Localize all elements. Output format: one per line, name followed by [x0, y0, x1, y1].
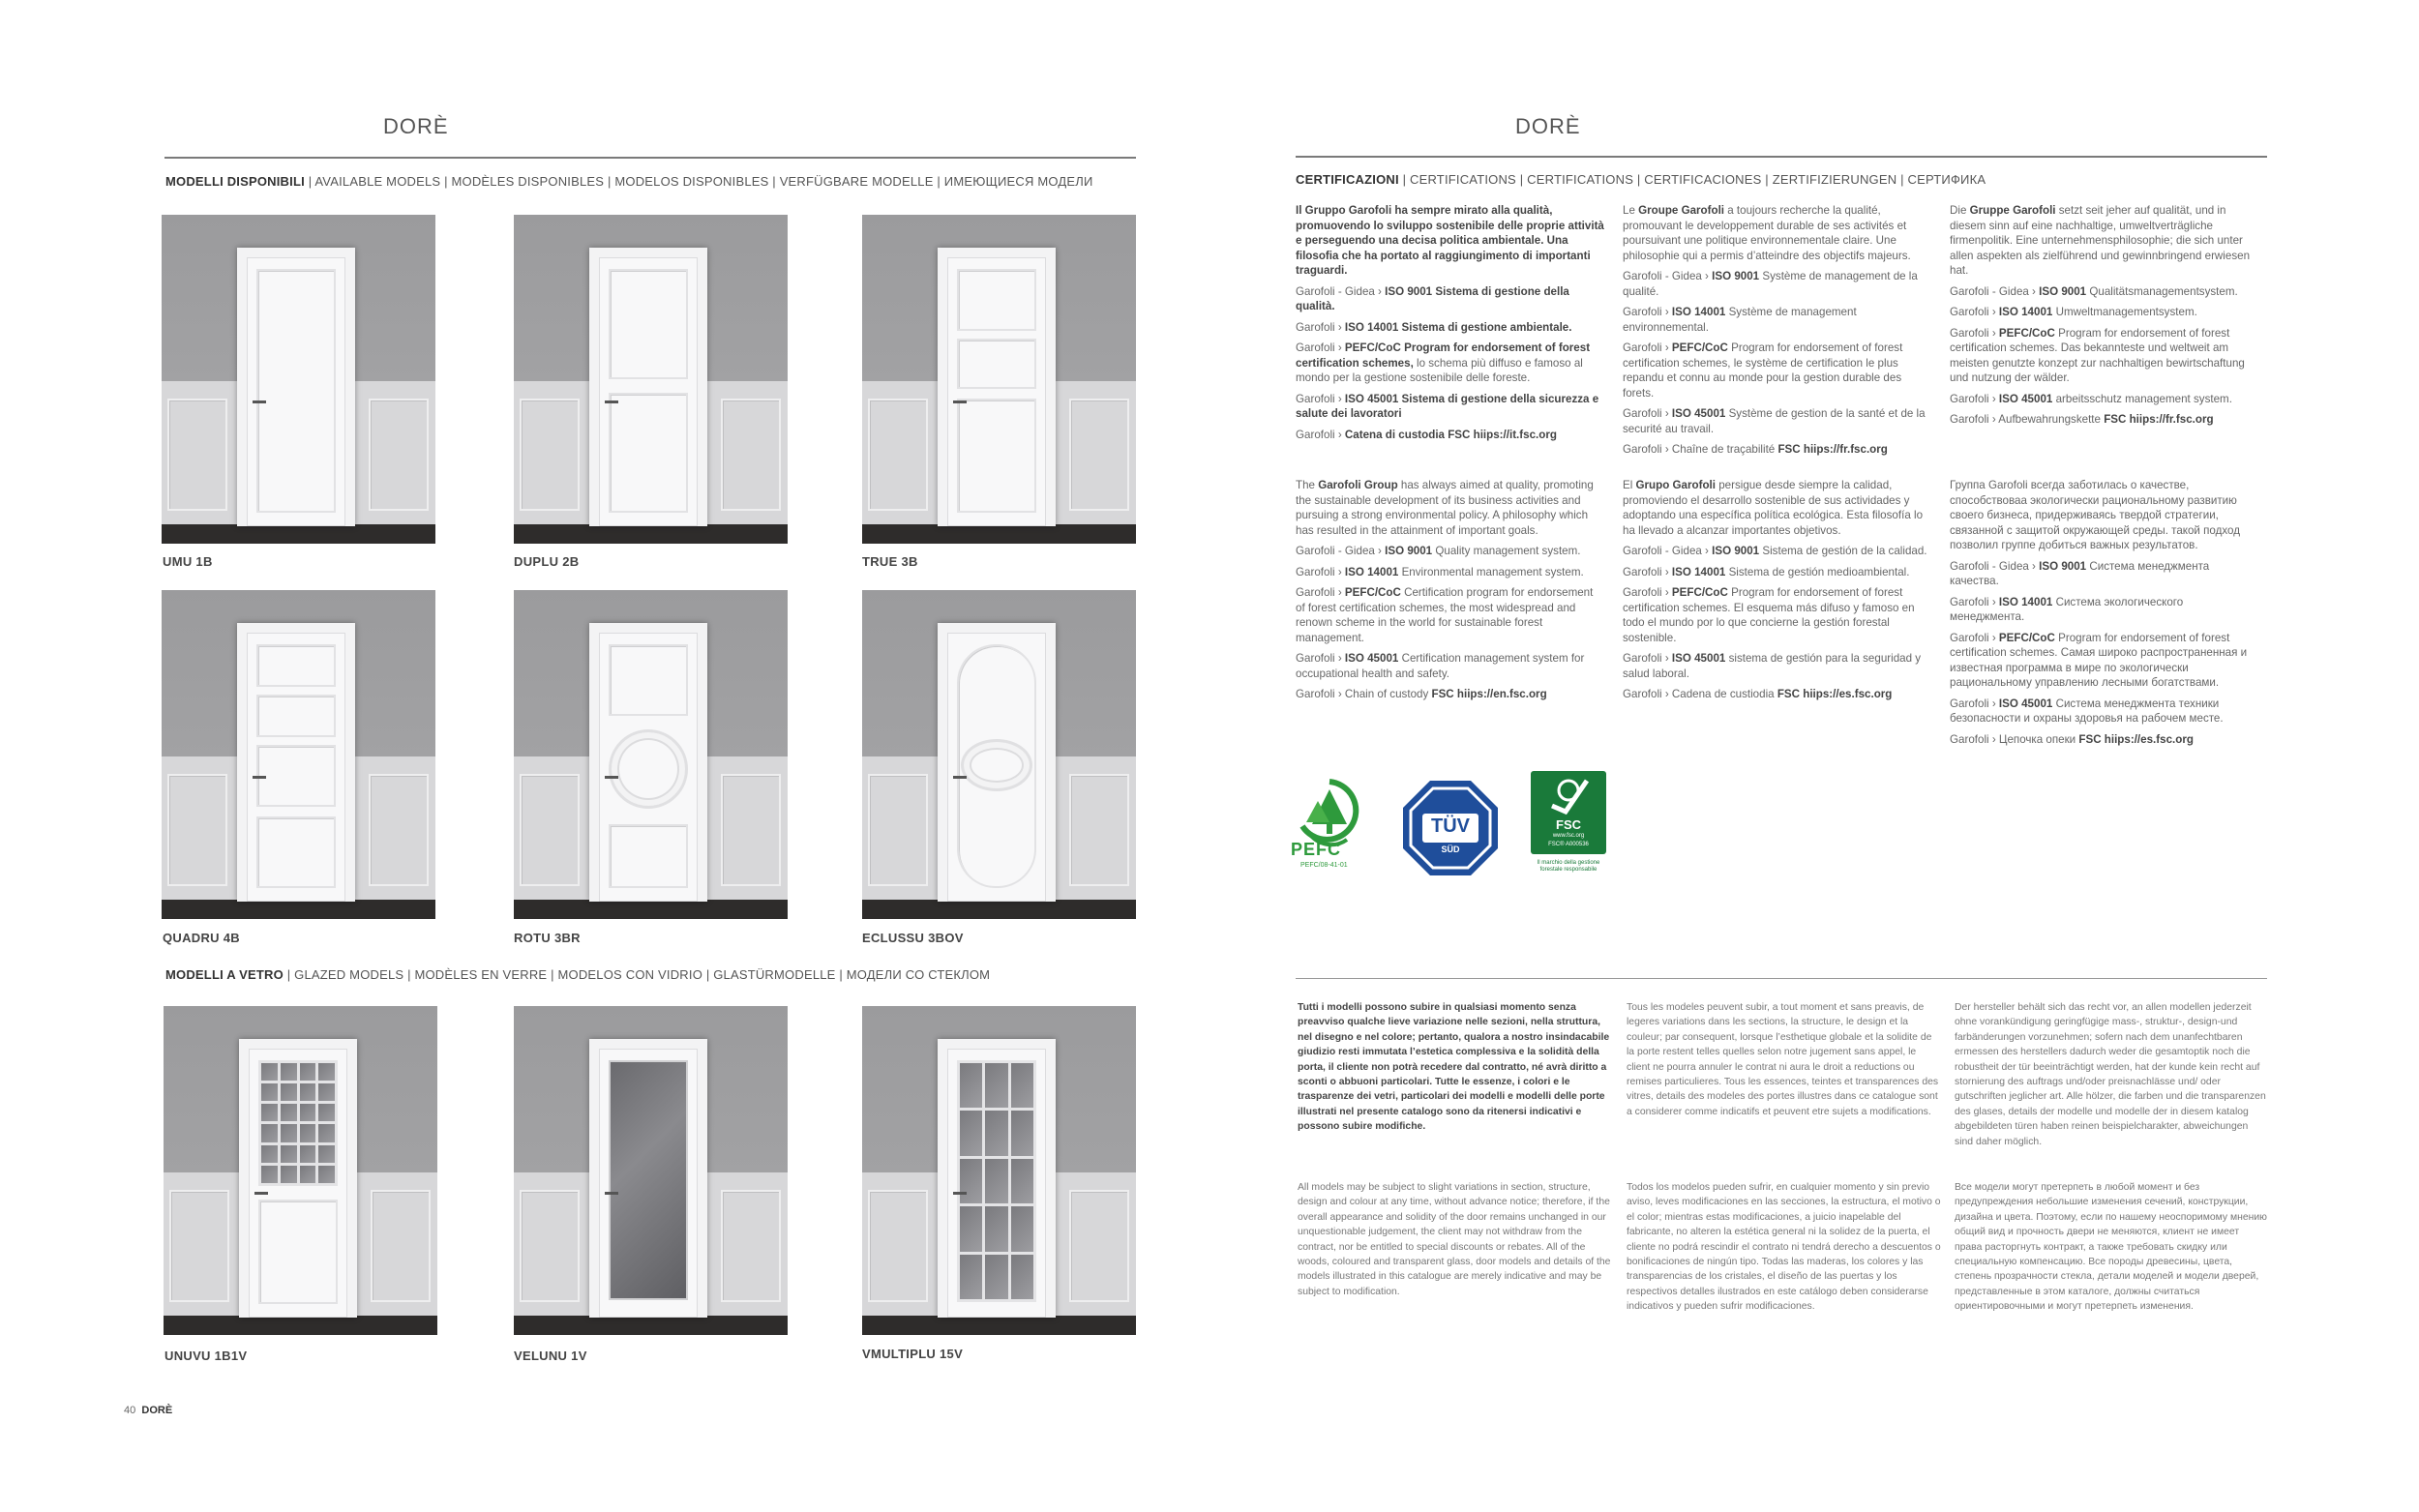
disclaimer-es: Todos los modelos pueden sufrir, en cualquier momento y sin previo aviso, leves modificaciones en las secciones, la estructura, el motivo o el color; mientras estas modificaciones, a juicio inapelable del fabricante, no alteren la estética general ni la solidez de la puerta, el cliente no podrá rescindir el contrato ni tendrá derecho a descuentos o bonificaciones de ningún tipo. Todas las maderas, los colores y las transparencias de los cristales, el diseño de las puertas y los respectivos detalles ilustrados en este catálogo deben considerarse indicativos y pueden sufrir modificaciones.	[1627, 1182, 1941, 1313]
disclaimer-en: All models may be subject to slight variations in section, structure, design and colour at any time, without advance notice; therefore, if the overall appearance and solidity of the door remains unchanged in our unquestionable judgement, the client may not withdraw from the contract, nor be entitled to special discounts or rebates. All of the woods, coloured and transparent glass, door models and details of the models illustrated in this catalogue are merely indicative and may be subject to modification.	[1298, 1182, 1611, 1297]
cert-de-intro-b: Gruppe Garofoli	[1969, 204, 2056, 217]
fsc-badge	[1531, 771, 1606, 854]
cert-column-en	[1296, 478, 1605, 708]
cert-it-line1-prefix: Garofoli - Gidea ›	[1296, 284, 1386, 298]
cert-de-intro-c: setzt seit jeher auf qualität, und in diesem sinn auf eine nachhaltige, umweltverträgliche firmenpolitik. Eine unternehmensphilosophie; die sich unter allen aspekten als zielführend und gewinnbringend erwiesen hat.	[1950, 204, 2251, 277]
door-photo-vmultiplu-15v	[862, 1006, 1136, 1335]
disclaimer-de: Der hersteller behält sich das recht vor, an allen modellen jederzeit ohne vorankündigung geringfügige mass-, struktur-, design-und farbänderungen vorzunehmen; sofern nach dem unanfechtbaren ermessen des herstellers dadurch weder die gesamtoptik noch die robustheit der tür beeinträchtigt werden, hat der kunde kein recht auf stornierung des auftrags und/oder preisnachlässe und/ oder gutschriften jeglicher art. Alle hölzer, die farben und die transparenzen des glases, details der modelle und modelle der in diesem katalog abgebildeten türen haben reinen beispielcharakter, abweichungen sind daher möglich.	[1955, 1002, 2266, 1147]
cert-en-intro-c: has always aimed at quality, promoting the sustainable development of its business activities and pursuing a strong environmental policy. A philosophy which has resulted in the attainment of important goals.	[1296, 479, 1594, 537]
fsc-url: www.fsc.org	[1552, 833, 1585, 839]
cert-fr-line4-prefix: Garofoli ›	[1623, 407, 1672, 420]
cert-ru-line3-bold: PEFC/CoC	[1998, 631, 2055, 644]
cert-es-line3-prefix: Garofoli ›	[1623, 586, 1672, 599]
cert-fr-intro-c: a toujours recherche la qualité, promouvant le developpement durable de ses activités et poursuivant une politique environnementale claire. Une philosophie qui a permis d’atteindre des objectifs majeurs.	[1623, 204, 1911, 262]
glazed-models-label-rest: | GLAZED MODELS | MODÈLES EN VERRE | MODELOS CON VIDRIO | GLASTÜRMODELLE | МОДЕЛИ СО СТЕКЛОМ	[283, 967, 991, 982]
cert-de-line5-prefix: Garofoli › Aufbewahrungskette	[1950, 413, 2105, 426]
door-name-5: ROTU 3BR	[514, 931, 581, 945]
cert-de-line2-rest: Umweltmanagementsystem.	[2052, 306, 2197, 318]
cert-fr-line2-prefix: Garofoli ›	[1623, 306, 1672, 318]
cert-fr-line1-bold: ISO 9001	[1712, 270, 1760, 282]
cert-es-intro-a: El	[1623, 479, 1636, 491]
cert-en-line3-rest: Certification program for endorsement of forest certification schemes, the most widespread and renown scheme in the world for sustainable forest management.	[1296, 586, 1594, 644]
cert-ru-line4-rest: Система менеджмента техники безопасности и охраны здоровья на рабочем месте.	[1950, 697, 2224, 725]
cert-en-intro-a: The	[1296, 479, 1319, 491]
cert-en-line2-prefix: Garofoli ›	[1296, 565, 1345, 578]
door-name-9: VMULTIPLU 15V	[862, 1347, 964, 1361]
door-photo-duplu-2b	[514, 215, 788, 544]
cert-fr-line5-bold: FSC hiips://fr.fsc.org	[1777, 443, 1888, 456]
pefc-label: PEFC	[1291, 840, 1342, 859]
cert-it-line4: ISO 45001 Sistema di gestione della sicurezza e salute dei lavoratori	[1296, 392, 1599, 420]
right-page-title: DORÈ	[1515, 114, 1581, 138]
door-name-7: UNUVU 1B1V	[164, 1349, 248, 1363]
fsc-code: FSC® A000536	[1548, 842, 1589, 847]
disclaimer-rule	[1296, 978, 2267, 979]
cert-en-line1-rest: Quality management system.	[1432, 545, 1581, 557]
disclaimer-it: Tutti i modelli possono subire in qualsiasi momento senza preavviso qualche lieve variazione nelle sezioni, nella struttura, nel disegno e nel colore; pertanto, qualora a nostro insindacabile giudizio resti immutata l’estetica complessiva e la solidità della porta, il cliente non potrà recedere dal contratto, né avrà diritto a sconti o abbuoni particolari. Tutte le essenze, i colori e le trasparenze dei vetri, particolari dei modelli e modelli delle porte illustrati nel presente catalogo sono da ritenersi indicativi e possono subire modifiche.	[1298, 1002, 1610, 1133]
glazed-models-label-bold: MODELLI A VETRO	[165, 967, 284, 982]
fsc-label: FSC	[1556, 817, 1581, 832]
cert-ru-line1-rest: Система менеджмента качества.	[1950, 559, 2210, 587]
cert-fr-line3-rest: Program for endorsement of forest certification schemes, le système de certification le plus repandu et connu au monde pour la gestion durable des forets.	[1623, 341, 1903, 400]
door-name-4: QUADRU 4B	[163, 931, 240, 945]
left-header-rule	[164, 157, 1136, 159]
door-photo-rotu-3br	[514, 590, 788, 919]
cert-ru-line4-bold: ISO 45001	[1998, 697, 2053, 710]
door-photo-true-3b	[862, 215, 1136, 544]
certifications-label-rest: | CERTIFICATIONS | CERTIFICATIONS | CERTIFICACIONES | ZERTIFIZIERUNGEN | СЕРТИФИКА	[1398, 172, 1986, 187]
page-footer	[124, 1405, 172, 1416]
cert-en-line1-prefix: Garofoli - Gidea ›	[1296, 545, 1386, 557]
cert-es-line4-rest: sistema de gestión para la seguridad y salud laboral.	[1623, 652, 1922, 680]
cert-it-line2-prefix: Garofoli ›	[1296, 320, 1345, 334]
footer-label: DORÈ	[141, 1405, 173, 1416]
cert-ru-line1-prefix: Garofoli - Gidea ›	[1950, 559, 2040, 573]
cert-column-fr	[1623, 203, 1932, 463]
fsc-caption: Il marchio della gestione forestale responsabile	[1537, 860, 1600, 873]
cert-de-line1-prefix: Garofoli - Gidea ›	[1950, 284, 2040, 298]
cert-it-line2: ISO 14001 Sistema di gestione ambientale.	[1344, 320, 1572, 334]
cert-fr-line3-prefix: Garofoli ›	[1623, 341, 1672, 354]
pefc-logo	[1291, 776, 1368, 873]
tuv-label: TÜV	[1431, 815, 1470, 837]
cert-ru-line5-prefix: Garofoli › Цепочка опеки	[1950, 732, 2079, 746]
door-name-8: VELUNU 1V	[514, 1349, 587, 1363]
cert-en-line5-prefix: Garofoli › Chain of custody	[1296, 688, 1432, 700]
cert-en-intro-b: Garofoli Group	[1318, 479, 1398, 491]
certifications-label	[1296, 172, 1986, 187]
cert-it-line3-prefix: Garofoli ›	[1296, 341, 1345, 354]
cert-de-line2-bold: ISO 14001	[1998, 306, 2053, 318]
cert-ru-line1-bold: ISO 9001	[2039, 559, 2087, 573]
door-photo-quadru-4b	[162, 590, 435, 919]
cert-en-line3-prefix: Garofoli ›	[1296, 586, 1345, 599]
cert-fr-line3-bold: PEFC/CoC	[1671, 341, 1728, 354]
door-name-1: UMU 1B	[163, 554, 213, 569]
tuv-sub-label: SÜD	[1441, 845, 1460, 854]
cert-ru-intro: Группа Garofoli всегда заботилась о качестве, способствоваа экологически рациональному развитию своего бизнеса, придерживаясь твердой стратегии, связанной с защитой окружающей среды. такой подход позволил группе добиться важных результатов.	[1950, 479, 2240, 551]
cert-it-line5-prefix: Garofoli ›	[1296, 428, 1345, 441]
cert-de-line1-bold: ISO 9001	[2039, 284, 2087, 298]
cert-de-line2-prefix: Garofoli ›	[1950, 306, 1999, 318]
cert-fr-intro-b: Groupe Garofoli	[1638, 204, 1725, 217]
right-header-rule	[1296, 156, 2267, 158]
cert-fr-line1-rest: Système de management de la qualité.	[1623, 270, 1918, 298]
left-page-title: DORÈ	[383, 114, 449, 138]
cert-it-line5: Catena di custodia FSC hiips://it.fsc.org	[1344, 428, 1557, 441]
cert-fr-line5-prefix: Garofoli › Chaîne de traçabilité	[1623, 443, 1778, 456]
cert-fr-line2-bold: ISO 14001	[1671, 306, 1726, 318]
cert-es-line2-bold: ISO 14001	[1671, 565, 1726, 578]
door-photo-eclussu-3bov	[862, 590, 1136, 919]
cert-de-line5-bold: FSC hiips://fr.fsc.org	[2104, 413, 2214, 426]
door-name-6: ECLUSSU 3BOV	[862, 931, 964, 945]
tuv-sud-logo	[1401, 779, 1500, 877]
cert-es-line4-bold: ISO 45001	[1671, 652, 1726, 665]
cert-en-line4-bold: ISO 45001	[1344, 652, 1399, 665]
fsc-logo	[1531, 771, 1606, 887]
cert-de-line1-rest: Qualitätsmanagementsystem.	[2086, 284, 2238, 298]
cert-ru-line5-bold: FSC hiips://es.fsc.org	[2078, 732, 2194, 746]
cert-ru-line4-prefix: Garofoli ›	[1950, 697, 1999, 710]
cert-de-line3-prefix: Garofoli ›	[1950, 326, 1999, 340]
door-photo-unuvu-1b1v	[164, 1006, 437, 1335]
cert-es-line5-prefix: Garofoli › Cadena de custiodia	[1623, 688, 1777, 700]
cert-es-intro-b: Grupo Garofoli	[1635, 479, 1716, 491]
available-models-label-bold: MODELLI DISPONIBILI	[165, 174, 305, 189]
cert-de-line4-prefix: Garofoli ›	[1950, 392, 1999, 405]
door-name-2: DUPLU 2B	[514, 554, 580, 569]
cert-column-it	[1296, 203, 1605, 448]
cert-de-intro-a: Die	[1950, 204, 1970, 217]
cert-ru-line3-rest: Program for endorsement of forest certification schemes. Самая широко распространенная и известная программа в мире по экологически рациональному управлению лесными богатствами.	[1950, 631, 2248, 689]
available-models-label-rest: | AVAILABLE MODELS | MODÈLES DISPONIBLES | MODELOS DISPONIBLES | VERFÜGBARE MODELLE | ИМЕЮЩИЕСЯ МОДЕЛИ	[304, 174, 1093, 189]
cert-fr-line2-rest: Système de management environnemental.	[1623, 306, 1857, 334]
cert-es-line1-prefix: Garofoli - Gidea ›	[1623, 545, 1713, 557]
cert-ru-line2-rest: Система экологического менеджмента.	[1950, 595, 2184, 623]
cert-de-line3-bold: PEFC/CoC	[1998, 326, 2055, 340]
certifications-label-bold: CERTIFICAZIONI	[1296, 172, 1399, 187]
cert-it-line3: PEFC/CoC Program for endorsement of forest certification schemes,	[1296, 341, 1591, 370]
page-number: 40	[124, 1405, 136, 1416]
door-name-3: TRUE 3B	[862, 554, 918, 569]
cert-column-es	[1623, 478, 1932, 708]
cert-fr-line4-bold: ISO 45001	[1671, 407, 1726, 420]
cert-es-line2-rest: Sistema de gestión medioambiental.	[1725, 565, 1910, 578]
cert-en-line1-bold: ISO 9001	[1385, 545, 1433, 557]
cert-es-line2-prefix: Garofoli ›	[1623, 565, 1672, 578]
available-models-label	[165, 174, 1093, 189]
cert-it-line3-rest: lo schema più diffuso e famoso al mondo per la gestione sostenibile delle foreste.	[1296, 356, 1583, 384]
cert-en-line2-rest: Environmental management system.	[1398, 565, 1584, 578]
cert-es-line4-prefix: Garofoli ›	[1623, 652, 1672, 665]
fsc-tree-check-icon	[1531, 771, 1606, 819]
cert-es-line3-rest: Program for endorsement of forest certification schemes. El esquema más difuso y famoso en todo el mundo por lo que concierne la gestión forestal sostenible.	[1623, 586, 1915, 644]
cert-de-line4-rest: arbeitsschutz management system.	[2052, 392, 2232, 405]
cert-es-line3-bold: PEFC/CoC	[1671, 586, 1728, 599]
cert-en-line2-bold: ISO 14001	[1344, 565, 1399, 578]
cert-es-line5-bold: FSC hiips://es.fsc.org	[1777, 688, 1893, 700]
cert-es-intro-c: persigue desde siempre la calidad, promoviendo el desarrollo sostenible de sus actividades y adoptando una específica política ecológica. Esta filosofía lo ha llevado a alcanzar importantes objetivos.	[1623, 479, 1924, 537]
cert-column-ru	[1950, 478, 2259, 753]
door-photo-velunu-1v	[514, 1006, 788, 1335]
cert-es-line1-bold: ISO 9001	[1712, 545, 1760, 557]
cert-it-line4-prefix: Garofoli ›	[1296, 392, 1345, 405]
cert-it-intro: Il Gruppo Garofoli ha sempre mirato alla qualità, promuovendo lo sviluppo sostenibile delle proprie attività e perseguendo una decisa politica ambientale. Una filosofia che ha portato al raggiungimento di importanti traguardi.	[1296, 204, 1604, 277]
cert-en-line4-rest: Certification management system for occupational health and safety.	[1296, 652, 1585, 680]
cert-ru-line3-prefix: Garofoli ›	[1950, 631, 1999, 644]
cert-en-line3-bold: PEFC/CoC	[1344, 586, 1401, 599]
cert-column-de	[1950, 203, 2259, 433]
cert-en-line5-bold: FSC hiips://en.fsc.org	[1431, 688, 1547, 700]
cert-it-line1: ISO 9001 Sistema di gestione della qualità.	[1296, 284, 1569, 312]
cert-fr-line4-rest: Système de gestion de la santé et de la securité au travail.	[1623, 407, 1926, 435]
glazed-models-label	[165, 967, 990, 982]
cert-ru-line2-bold: ISO 14001	[1998, 595, 2053, 608]
cert-fr-line1-prefix: Garofoli - Gidea ›	[1623, 270, 1713, 282]
cert-en-line4-prefix: Garofoli ›	[1296, 652, 1345, 665]
cert-es-line1-rest: Sistema de gestión de la calidad.	[1759, 545, 1927, 557]
cert-de-line4-bold: ISO 45001	[1998, 392, 2053, 405]
pefc-code: PEFC/08-41-01	[1300, 862, 1348, 869]
cert-de-line3-rest: Program for endorsement of forest certification schemes. Das bekannteste und weltweit am meisten genutzte konzept zur nachhaltigen bewirtschaftung und nutzung der wälder.	[1950, 326, 2245, 384]
cert-ru-line2-prefix: Garofoli ›	[1950, 595, 1999, 608]
door-photo-umu-1b	[162, 215, 435, 544]
cert-fr-intro-a: Le	[1623, 204, 1639, 217]
disclaimer-ru: Все модели могут претерпеть в любой момент и без предупреждения небольшие изменения сечений, конструкции, дизайна и цвета. Поэтому, если по нашему неоспоримому мнению общий вид и прочность двери не меняются, клиент не имеет права расторгнуть контракт, а также требовать скидку или специальную компенсацию. Все породы древесины, цвета, степень прозрачности стекла, детали моделей и модели дверей, представленные в этом каталоге, должны считаться ориентировочными и могут претерпеть изменения.	[1955, 1182, 2267, 1313]
disclaimer-fr: Tous les modeles peuvent subir, a tout moment et sans preavis, de legeres variations dans les sections, la structure, le design et la couleur; par consequent, lorsque l’esthetique globale et la solidite de la porte restent telles quelles selon notre jugement sans appel, le client ne pourra annuler le contrat ni aura le droit a reductions ou remises particulieres. Tous les essences, teintes et transparences des vitres, details des modeles des portes illustres dans ce catalogue sont a considerer comme indicatifs et peuvent etre sujets a modifications.	[1627, 1002, 1939, 1117]
